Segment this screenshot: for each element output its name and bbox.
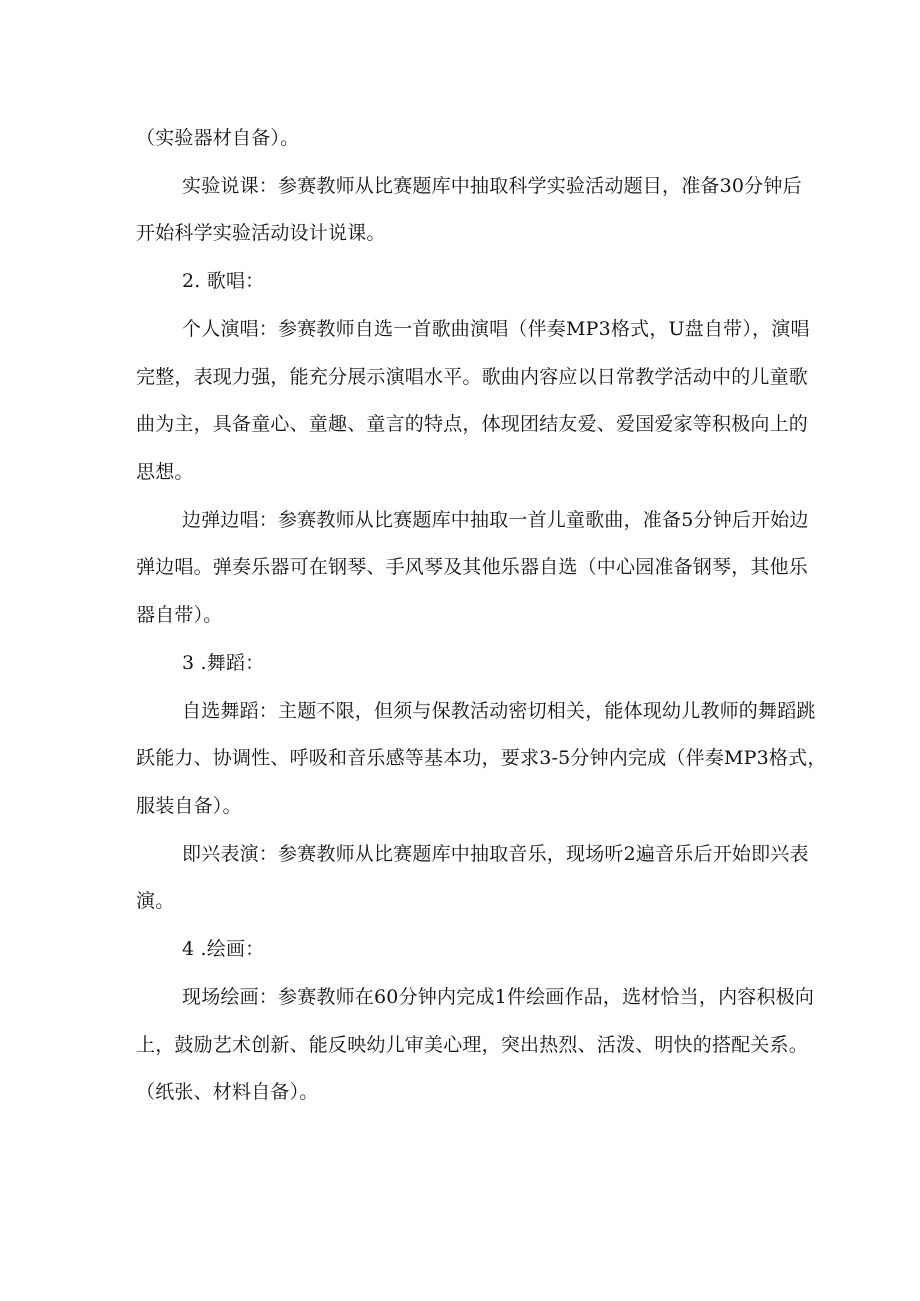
text-line: 边弹边唱：参赛教师从比赛题库中抽取一首儿童歌曲，准备5分钟后开始边: [182, 509, 809, 531]
text-line: 现场绘画：参赛教师在60分钟内完成1件绘画作品，选材恰当，内容积极向: [182, 986, 815, 1008]
text-line: 弹边唱。弹奏乐器可在钢琴、手风琴及其他乐器自选（中心园准备钢琴，其他乐: [136, 556, 809, 578]
text-line: 服装自备）。: [136, 795, 242, 817]
text-line: 完整，表现力强，能充分展示演唱水平。歌曲内容应以日常教学活动中的儿童歌: [136, 366, 809, 388]
text-line: 个人演唱：参赛教师自选一首歌曲演唱（伴奏MP3格式，U盘自带），演唱: [182, 318, 810, 340]
text-line: 跃能力、协调性、呼吸和音乐感等基本功，要求3-5分钟内完成（伴奏MP3格式，: [136, 747, 827, 769]
text-line: 思想。: [136, 461, 194, 483]
text-line: 演。: [136, 890, 175, 912]
text-line: （纸张、材料自备）。: [136, 1081, 319, 1103]
text-line: 开始科学实验活动设计说课。: [136, 222, 386, 244]
text-line: 实验说课：参赛教师从比赛题库中抽取科学实验活动题目，准备30分钟后: [182, 175, 802, 197]
section-heading: 4 .绘画：: [182, 938, 265, 960]
text-line: （实验器材自备）。: [136, 127, 300, 149]
text-line: 曲为主，具备童心、童趣、童言的特点，体现团结友爱、爱国爱家等积极向上的: [136, 413, 809, 435]
section-heading: 3 .舞蹈：: [182, 652, 265, 674]
text-line: 即兴表演：参赛教师从比赛题库中抽取音乐，现场听2遍音乐后开始即兴表: [182, 843, 809, 865]
text-line: 上，鼓励艺术创新、能反映幼儿审美心理，突出热烈、活泼、明快的搭配关系。: [136, 1034, 809, 1056]
section-heading: 2. 歌唱：: [182, 270, 265, 292]
text-line: 器自带）。: [136, 604, 223, 626]
text-line: 自选舞蹈：主题不限，但须与保教活动密切相关，能体现幼儿教师的舞蹈跳: [182, 700, 816, 722]
